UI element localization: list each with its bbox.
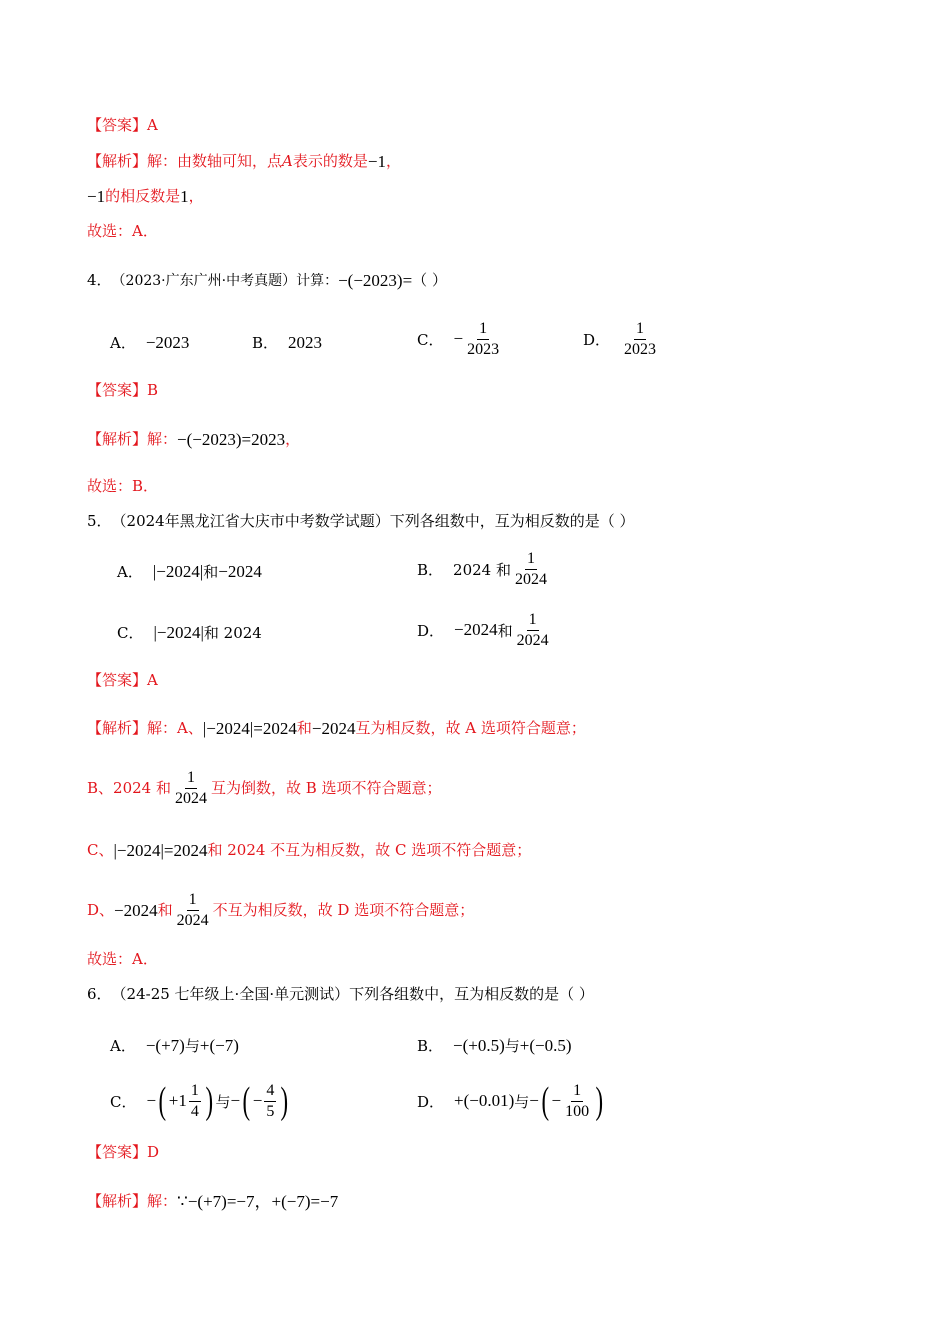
q5-analysis-line1: 【解析】 解：A、 |−2024|=2024 和 −2024 互为相反数，故 A 选项符合题意； bbox=[87, 719, 586, 738]
q5-analysis-line2: B、2024 和 $\frac{1}{2024}$ 互为倒数，故 B 选项不符合题意； bbox=[87, 769, 442, 807]
q6-analysis: 【解析】 解： ∵−(+7)=−7，+(−7)=−7 bbox=[87, 1192, 339, 1211]
q5-option-d: D． −2024 和 $\frac{1}{2024}$ bbox=[417, 611, 549, 649]
answer-tag: 【答案】 bbox=[87, 116, 148, 134]
fraction: $\frac{1}{2024}$ bbox=[514, 550, 547, 588]
point-label: A bbox=[282, 152, 293, 170]
prev-analysis-line2: −1 的相反数是 1 ， bbox=[87, 187, 204, 206]
fraction: $\frac{1}{2024}$ bbox=[174, 769, 207, 807]
q4-expression: −(−2023)= bbox=[338, 271, 413, 290]
q5-analysis-line3: C、 |−2024|=2024 和 2024 不互为相反数，故 C 选项不符合题意； bbox=[87, 841, 532, 860]
q5-conclusion: 故选：A． bbox=[87, 950, 158, 968]
right-paren: ) bbox=[280, 1080, 289, 1123]
q4-option-d: D． $\frac{1}{2023}$ bbox=[583, 320, 657, 358]
prev-conclusion: 故选：A． bbox=[87, 222, 158, 240]
fraction: $\frac{1}{2023}$ bbox=[624, 320, 657, 358]
left-paren: ( bbox=[242, 1080, 251, 1123]
q6-answer: 【答案】 D bbox=[87, 1143, 160, 1161]
fraction: $\frac{1}{2023}$ bbox=[467, 320, 500, 358]
prev-answer-line bbox=[87, 118, 158, 133]
left-paren: ( bbox=[158, 1080, 167, 1123]
q6-stem: 6． （24-25 七年级上·全国·单元测试）下列各组数中，互为相反数的是（ ） bbox=[87, 985, 594, 1003]
q5-answer: 【答案】 A bbox=[87, 671, 158, 689]
q4-option-c: C． − $\frac{1}{2023}$ bbox=[417, 320, 500, 358]
q4-option-b: B． 2023 bbox=[252, 332, 323, 352]
q6-option-a: A． −(+7) 与 +(−7) bbox=[110, 1035, 239, 1055]
q6-option-d: D． +(−0.01) 与 − ( − $\frac{1}{100}$ ) bbox=[417, 1080, 604, 1123]
fraction: $\frac{1}{100}$ bbox=[565, 1082, 590, 1120]
q5-option-a: A． |−2024| 和 −2024 bbox=[117, 561, 262, 581]
analysis-tag: 【解析】 bbox=[87, 152, 148, 170]
q5-option-c: C． |−2024| 和 2024 bbox=[117, 622, 262, 642]
q5-stem: 5． （2024年黑龙江省大庆市中考数学试题）下列各组数中，互为相反数的是（ ） bbox=[87, 512, 635, 530]
fraction: $\frac{4}{5}$ bbox=[266, 1082, 275, 1120]
q4-option-a: A． −2023 bbox=[110, 332, 190, 352]
left-paren: ( bbox=[541, 1080, 550, 1123]
fraction: $\frac{1}{2024}$ bbox=[176, 891, 209, 929]
right-paren: ) bbox=[595, 1080, 604, 1123]
q6-option-c: C． − ( +1 $\frac{1}{4}$ ) 与 − ( − $\frac{4}{5}$ ) bbox=[110, 1080, 289, 1123]
right-paren: ) bbox=[205, 1080, 213, 1123]
fraction: $\frac{1}{2024}$ bbox=[516, 611, 549, 649]
q4-analysis: 【解析】 解： −(−2023)=2023 ， bbox=[87, 430, 301, 449]
q5-analysis-line4: D、 −2024 和 $\frac{1}{2024}$ 不互为相反数，故 D 选项不符合题意； bbox=[87, 891, 475, 929]
q4-answer: 【答案】 B bbox=[87, 381, 159, 399]
q6-option-b: B． −(+0.5) 与 +(−0.5) bbox=[417, 1035, 572, 1055]
prev-analysis-line1: 【解析】 解：由数轴可知，点 A 表示的数是 −1 ， bbox=[87, 152, 401, 171]
q5-option-b: B． 2024 和 $\frac{1}{2024}$ bbox=[417, 550, 547, 588]
fraction: $\frac{1}{4}$ bbox=[190, 1082, 199, 1120]
q4-conclusion: 故选：B． bbox=[87, 477, 159, 495]
answer-value: A bbox=[147, 116, 158, 134]
q4-stem: 4． （2023·广东广州·中考真题）计算： −(−2023)= （ ） bbox=[87, 271, 447, 290]
